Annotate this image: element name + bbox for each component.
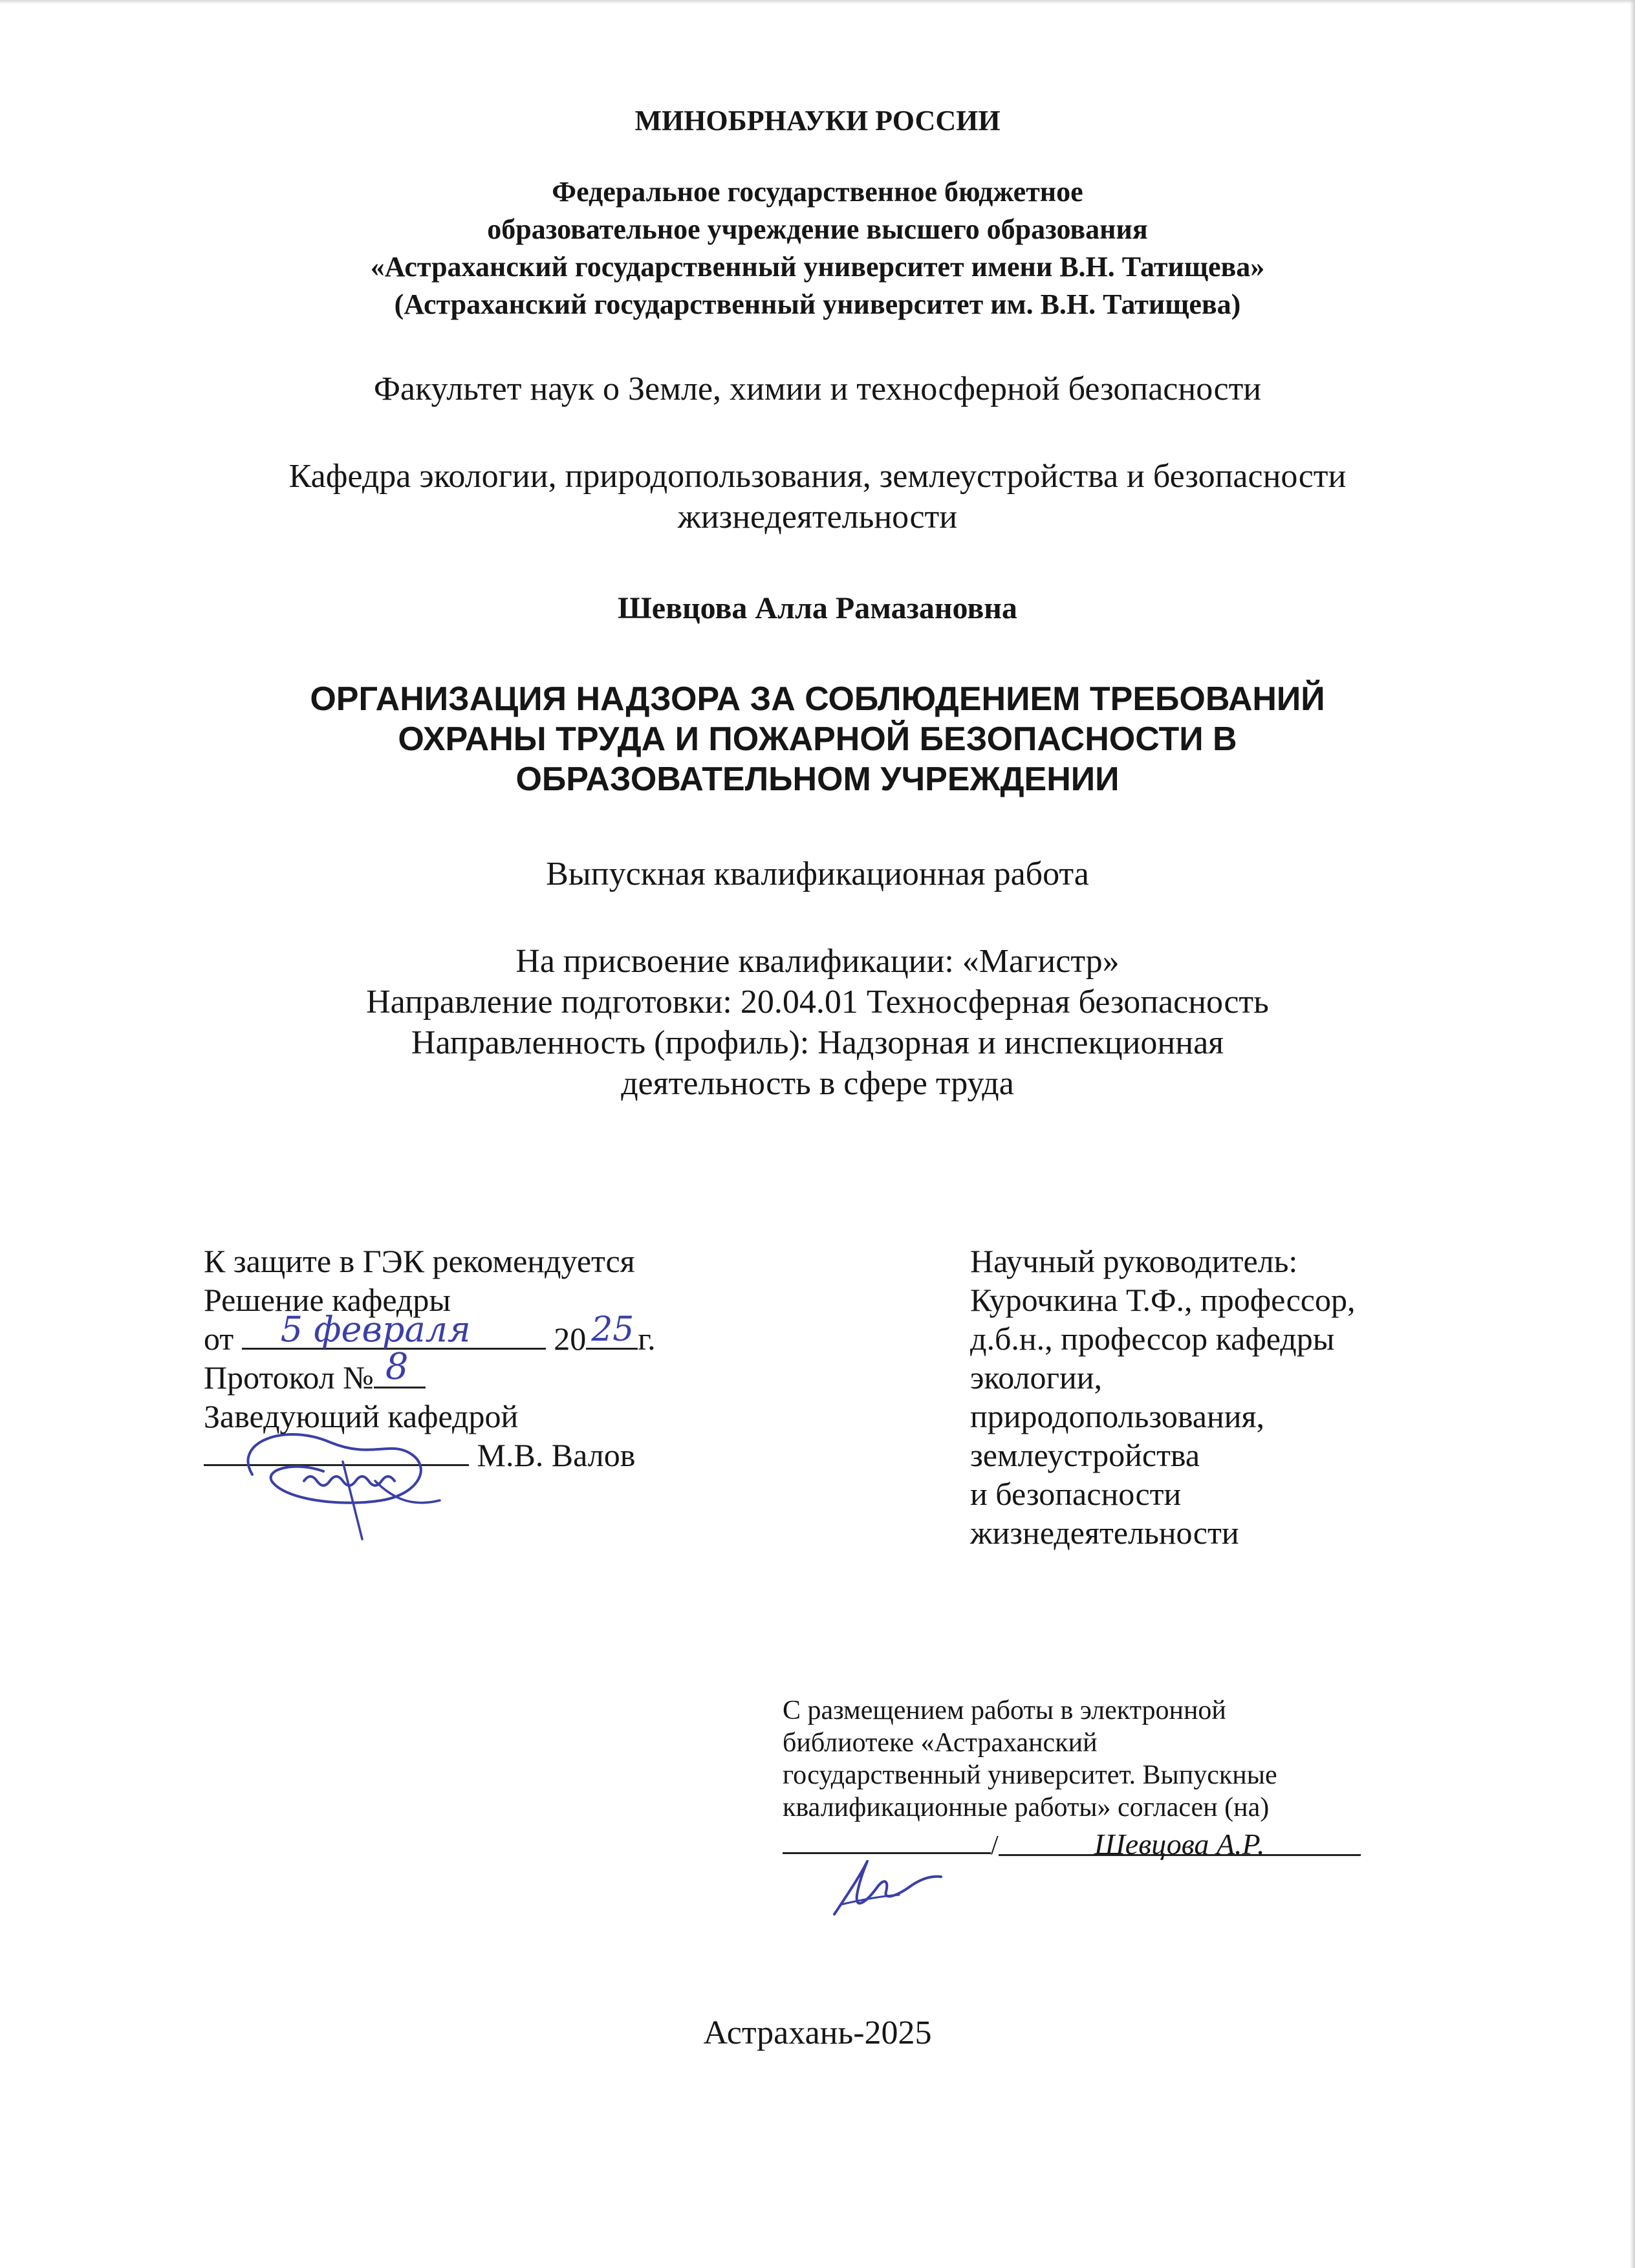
scan-edge-right (1630, 0, 1635, 2268)
supervisor-line: жизнедеятельности (970, 1515, 1239, 1551)
supervisor-block (970, 1242, 1355, 1552)
supervisor-line: экологии, (970, 1359, 1103, 1396)
work-type (0, 854, 1635, 894)
consent-line: квалификационные работы» согласен (на) (783, 1793, 1270, 1822)
head-name: М.В. Валов (477, 1437, 636, 1473)
city-year-text: Астрахань-2025 (703, 2014, 932, 2051)
supervisor-line: природопользования, (970, 1398, 1264, 1434)
consent-signer-name: Шевцова А.Р. (1094, 1828, 1265, 1861)
year-handwritten: 25 (591, 1310, 634, 1349)
date-prefix: от (204, 1321, 234, 1357)
qualification-block (0, 941, 1635, 1104)
faculty-text: Факультет наук о Земле, химии и техносферной безопасности (373, 371, 1262, 407)
consent-line: государственный университет. Выпускные (783, 1760, 1277, 1790)
date-blank (242, 1309, 546, 1350)
department-line: Кафедра экологии, природопользования, землеустройства и безопасности (288, 458, 1347, 495)
qualification-line: На присвоение квалификации: «Магистр» (515, 943, 1120, 980)
defense-date-line (204, 1309, 656, 1358)
city-year (0, 2013, 1635, 2053)
year-prefix: 20 (554, 1321, 587, 1357)
supervisor-line: Научный руководитель: (970, 1243, 1298, 1279)
year-blank (586, 1310, 638, 1350)
protocol-handwritten: 8 (385, 1346, 409, 1388)
defense-decision: Решение кафедры (204, 1282, 451, 1318)
supervisor-line: землеустройства (970, 1437, 1200, 1473)
protocol-blank (374, 1346, 426, 1388)
institution-line: «Астраханский государственный университет имени В.Н. Татищева» (370, 251, 1265, 283)
institution-block (0, 173, 1635, 323)
student-signature-icon (821, 1850, 951, 1927)
faculty-name (0, 369, 1635, 409)
year-suffix: г. (638, 1321, 656, 1357)
qualification-line: деятельность в сфере труда (621, 1065, 1014, 1102)
supervisor-line: и безопасности (970, 1476, 1182, 1512)
head-label: Заведующий кафедрой (204, 1398, 519, 1434)
protocol-line (204, 1346, 656, 1397)
consent-separator: / (991, 1831, 999, 1861)
consent-name-blank (999, 1828, 1361, 1861)
institution-line: Федеральное государственное бюджетное (552, 176, 1083, 208)
author-text: Шевцова Алла Рамазановна (618, 591, 1017, 625)
title-line: ОРГАНИЗАЦИЯ НАДЗОРА ЗА СОБЛЮДЕНИЕМ ТРЕБОВАНИЙ (310, 680, 1325, 718)
title-line: ОБРАЗОВАТЕЛЬНОМ УЧРЕЖДЕНИИ (515, 761, 1120, 798)
protocol-label: Протокол № (204, 1359, 374, 1396)
work-type-text: Выпускная квалификационная работа (546, 856, 1089, 892)
qualification-line: Направление подготовки: 20.04.01 Техносферная безопасность (366, 984, 1269, 1021)
consent-line: С размещением работы в электронной (783, 1696, 1226, 1725)
ministry-text: МИНОБРНАУКИ РОССИИ (634, 105, 1001, 136)
institution-line: (Астраханский государственный университет им. В.Н. Татищева) (394, 288, 1241, 320)
department-block (0, 456, 1635, 537)
title-line: ОХРАНЫ ТРУДА И ПОЖАРНОЙ БЕЗОПАСНОСТИ В (398, 720, 1237, 758)
institution-line: образовательное учреждение высшего образования (487, 213, 1148, 245)
thesis-title (0, 679, 1635, 799)
qualification-line: Направленность (профиль): Надзорная и инспекционная (411, 1024, 1224, 1061)
scan-edge-top (0, 0, 1635, 4)
department-line: жизнедеятельности (677, 499, 958, 535)
consent-line: библиотеке «Астраханский (783, 1728, 1098, 1758)
date-handwritten: 5 февраля (280, 1309, 471, 1350)
defense-recommended: К защите в ГЭК рекомендуется (204, 1243, 635, 1279)
author-name (0, 589, 1635, 629)
supervisor-line: Курочкина Т.Ф., профессор, (970, 1282, 1356, 1318)
ministry-name (0, 102, 1635, 140)
supervisor-line: д.б.н., профессор кафедры (970, 1321, 1335, 1357)
head-signature-icon (226, 1403, 472, 1552)
consent-block (783, 1694, 1361, 1862)
